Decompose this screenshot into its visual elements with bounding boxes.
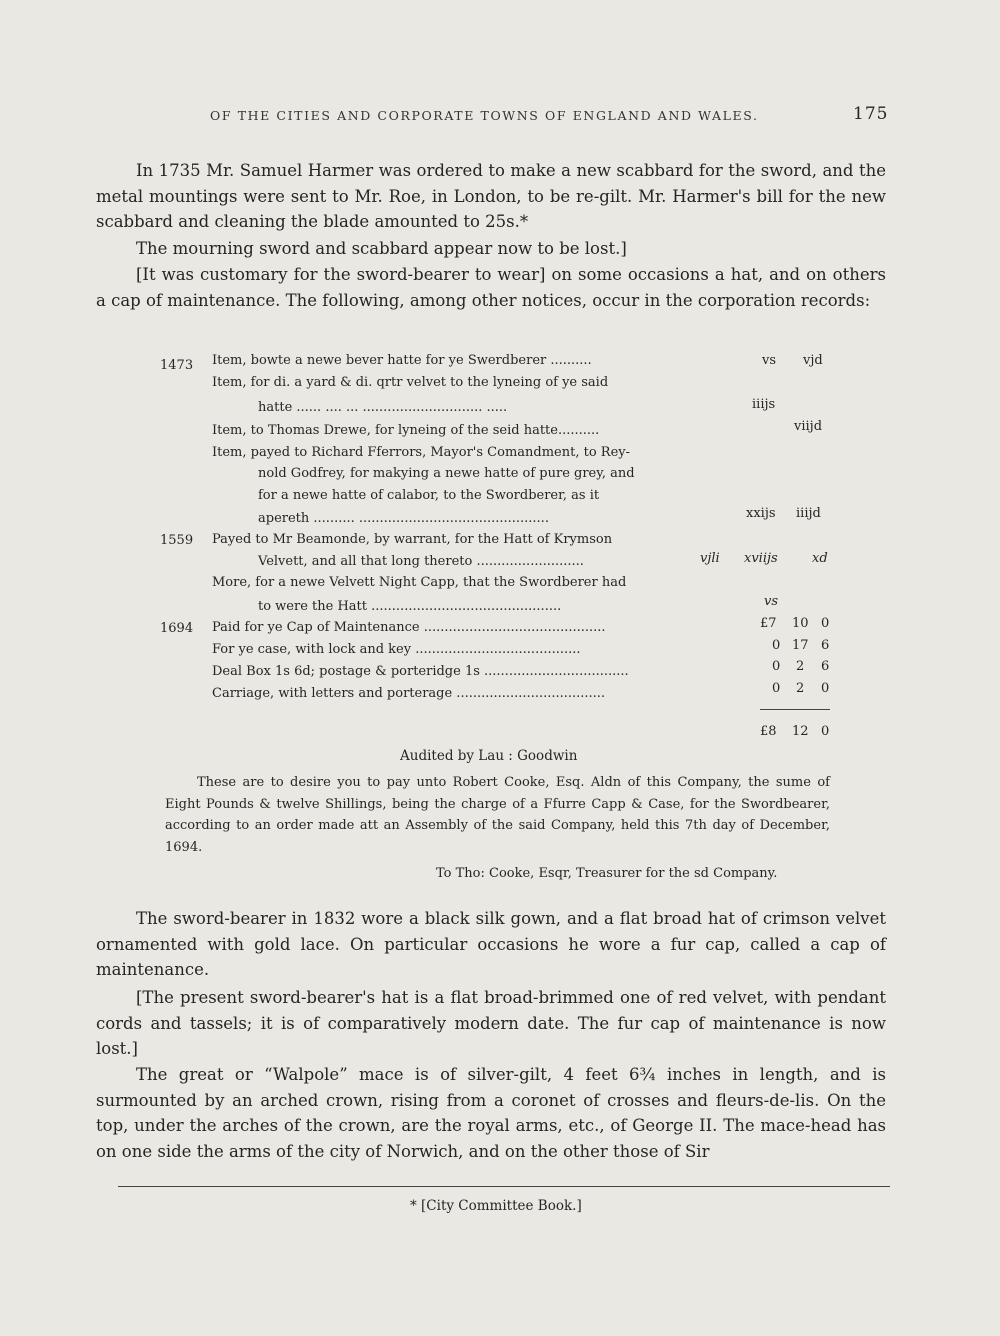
record-year: 1559 <box>160 533 194 548</box>
total-pence: 0 <box>821 724 830 739</box>
amount: vjd <box>803 353 823 368</box>
record-line: Carriage, with letters and porterage .................................... <box>212 686 606 701</box>
paragraph-1832-gown: The sword-bearer in 1832 wore a black silk gown, and a flat broad hat of crimson velvet ornamented with gold lace. On particular occasions he wore a fur cap, called a cap of maintenance. <box>96 909 886 979</box>
footnote-rule <box>118 1186 890 1187</box>
paragraph-mourning-sword: The mourning sword and scabbard appear now to be lost.] <box>136 239 627 258</box>
record-line: apereth .......... .............................................. <box>258 511 549 526</box>
amount: viijd <box>794 419 823 434</box>
amount: vs <box>764 594 779 609</box>
record-line: to were the Hatt .............................................. <box>258 599 562 614</box>
amount-pounds: 0 <box>772 681 781 696</box>
record-year: 1473 <box>160 358 194 373</box>
amount: xd <box>812 551 828 566</box>
amount-shillings: 2 <box>796 659 805 674</box>
payment-order: These are to desire you to pay unto Robert Cooke, Esq. Aldn of this Company, the sume of Eight Pounds & twelve Shillings, being the charge of a Ffurre Capp & Case, for the Swordbearer, according to an order made att an Assembly of the said Company, held this 7th day of December, 1694. <box>165 775 830 855</box>
total-shillings: 12 <box>792 724 809 739</box>
paragraph-records-intro: [It was customary for the sword-bearer to wear] on some occasions a hat, and on others a cap of maintenance. The following, among other notices, occur in the corporation records: <box>96 265 886 310</box>
record-line: nold Godfrey, for makying a newe hatte of pure grey, and <box>258 466 635 481</box>
record-line: Payed to Mr Beamonde, by warrant, for the Hatt of Krymson <box>212 532 613 547</box>
amount-pence: 6 <box>821 659 830 674</box>
record-line: Velvett, and all that long thereto .......................... <box>258 554 584 569</box>
audited-note: Audited by Lau : Goodwin <box>400 748 578 764</box>
record-line: Item, to Thomas Drewe, for lyneing of the seid hatte.......... <box>212 423 600 438</box>
amount-shillings: 10 <box>792 616 809 631</box>
record-line: Paid for ye Cap of Maintenance ............................................ <box>212 620 606 635</box>
amount-pounds: £7 <box>760 616 777 631</box>
amount: vs <box>762 353 777 368</box>
paragraph-scabbard: In 1735 Mr. Samuel Harmer was ordered to make a new scabbard for the sword, and the metal mountings were sent to Mr. Roe, in London, to be re-gilt. Mr. Harmer's bill for the new scabbard and cleaning the blade amounted to 25s.* <box>96 161 886 231</box>
amount-pence: 6 <box>821 638 830 653</box>
record-line: Item, for di. a yard & di. qrtr velvet to the lyneing of ye said <box>212 375 609 390</box>
paragraph-walpole-mace: The great or “Walpole” mace is of silver-gilt, 4 feet 6¾ inches in length, and is surmounted by an arched crown, rising from a coronet of crosses and fleurs-de-lis. On the top, under the arches of the crown, are the royal arms, etc., of George II. The mace-head has on one side the arms of the city of Norwich, and on the other those of Sir <box>96 1065 886 1161</box>
total-pounds: £8 <box>760 724 777 739</box>
amount-shillings: 17 <box>792 638 809 653</box>
amount-shillings: 2 <box>796 681 805 696</box>
sum-rule <box>760 709 830 710</box>
amount: iiijs <box>752 397 776 412</box>
record-line: hatte ...... .... ... ............................. ..... <box>258 400 508 415</box>
record-line: Item, payed to Richard Fferrors, Mayor's Comandment, to Rey- <box>212 445 630 460</box>
amount-pounds: 0 <box>772 638 781 653</box>
record-line: for a newe hatte of calabor, to the Swordberer, as it <box>258 488 600 503</box>
amount: iiijd <box>796 506 821 521</box>
record-line: More, for a newe Velvett Night Capp, that the Swordberer had <box>212 575 627 590</box>
page-number: 175 <box>853 104 889 124</box>
paragraph-present-hat: [The present sword-bearer's hat is a flat broad-brimmed one of red velvet, with pendant cords and tassels; it is of comparatively modern date. The fur cap of maintenance is now lost.] <box>96 988 886 1058</box>
amount: xviijs <box>744 551 778 566</box>
record-year: 1694 <box>160 621 194 636</box>
amount-pounds: 0 <box>772 659 781 674</box>
addressee: To Tho: Cooke, Esqr, Treasurer for the sd Company. <box>436 866 778 881</box>
amount-pence: 0 <box>821 681 830 696</box>
record-line: Deal Box 1s 6d; postage & porteridge 1s ................................... <box>212 664 629 679</box>
record-line: Item, bowte a newe bever hatte for ye Swerdberer .......... <box>212 353 592 368</box>
amount-pence: 0 <box>821 616 830 631</box>
record-line: For ye case, with lock and key ........................................ <box>212 642 581 657</box>
footnote: * [City Committee Book.] <box>410 1198 582 1214</box>
amount: xxijs <box>746 506 776 521</box>
amount: vjli <box>700 551 720 566</box>
running-head: OF THE CITIES AND CORPORATE TOWNS OF ENGLAND AND WALES. <box>210 108 759 123</box>
